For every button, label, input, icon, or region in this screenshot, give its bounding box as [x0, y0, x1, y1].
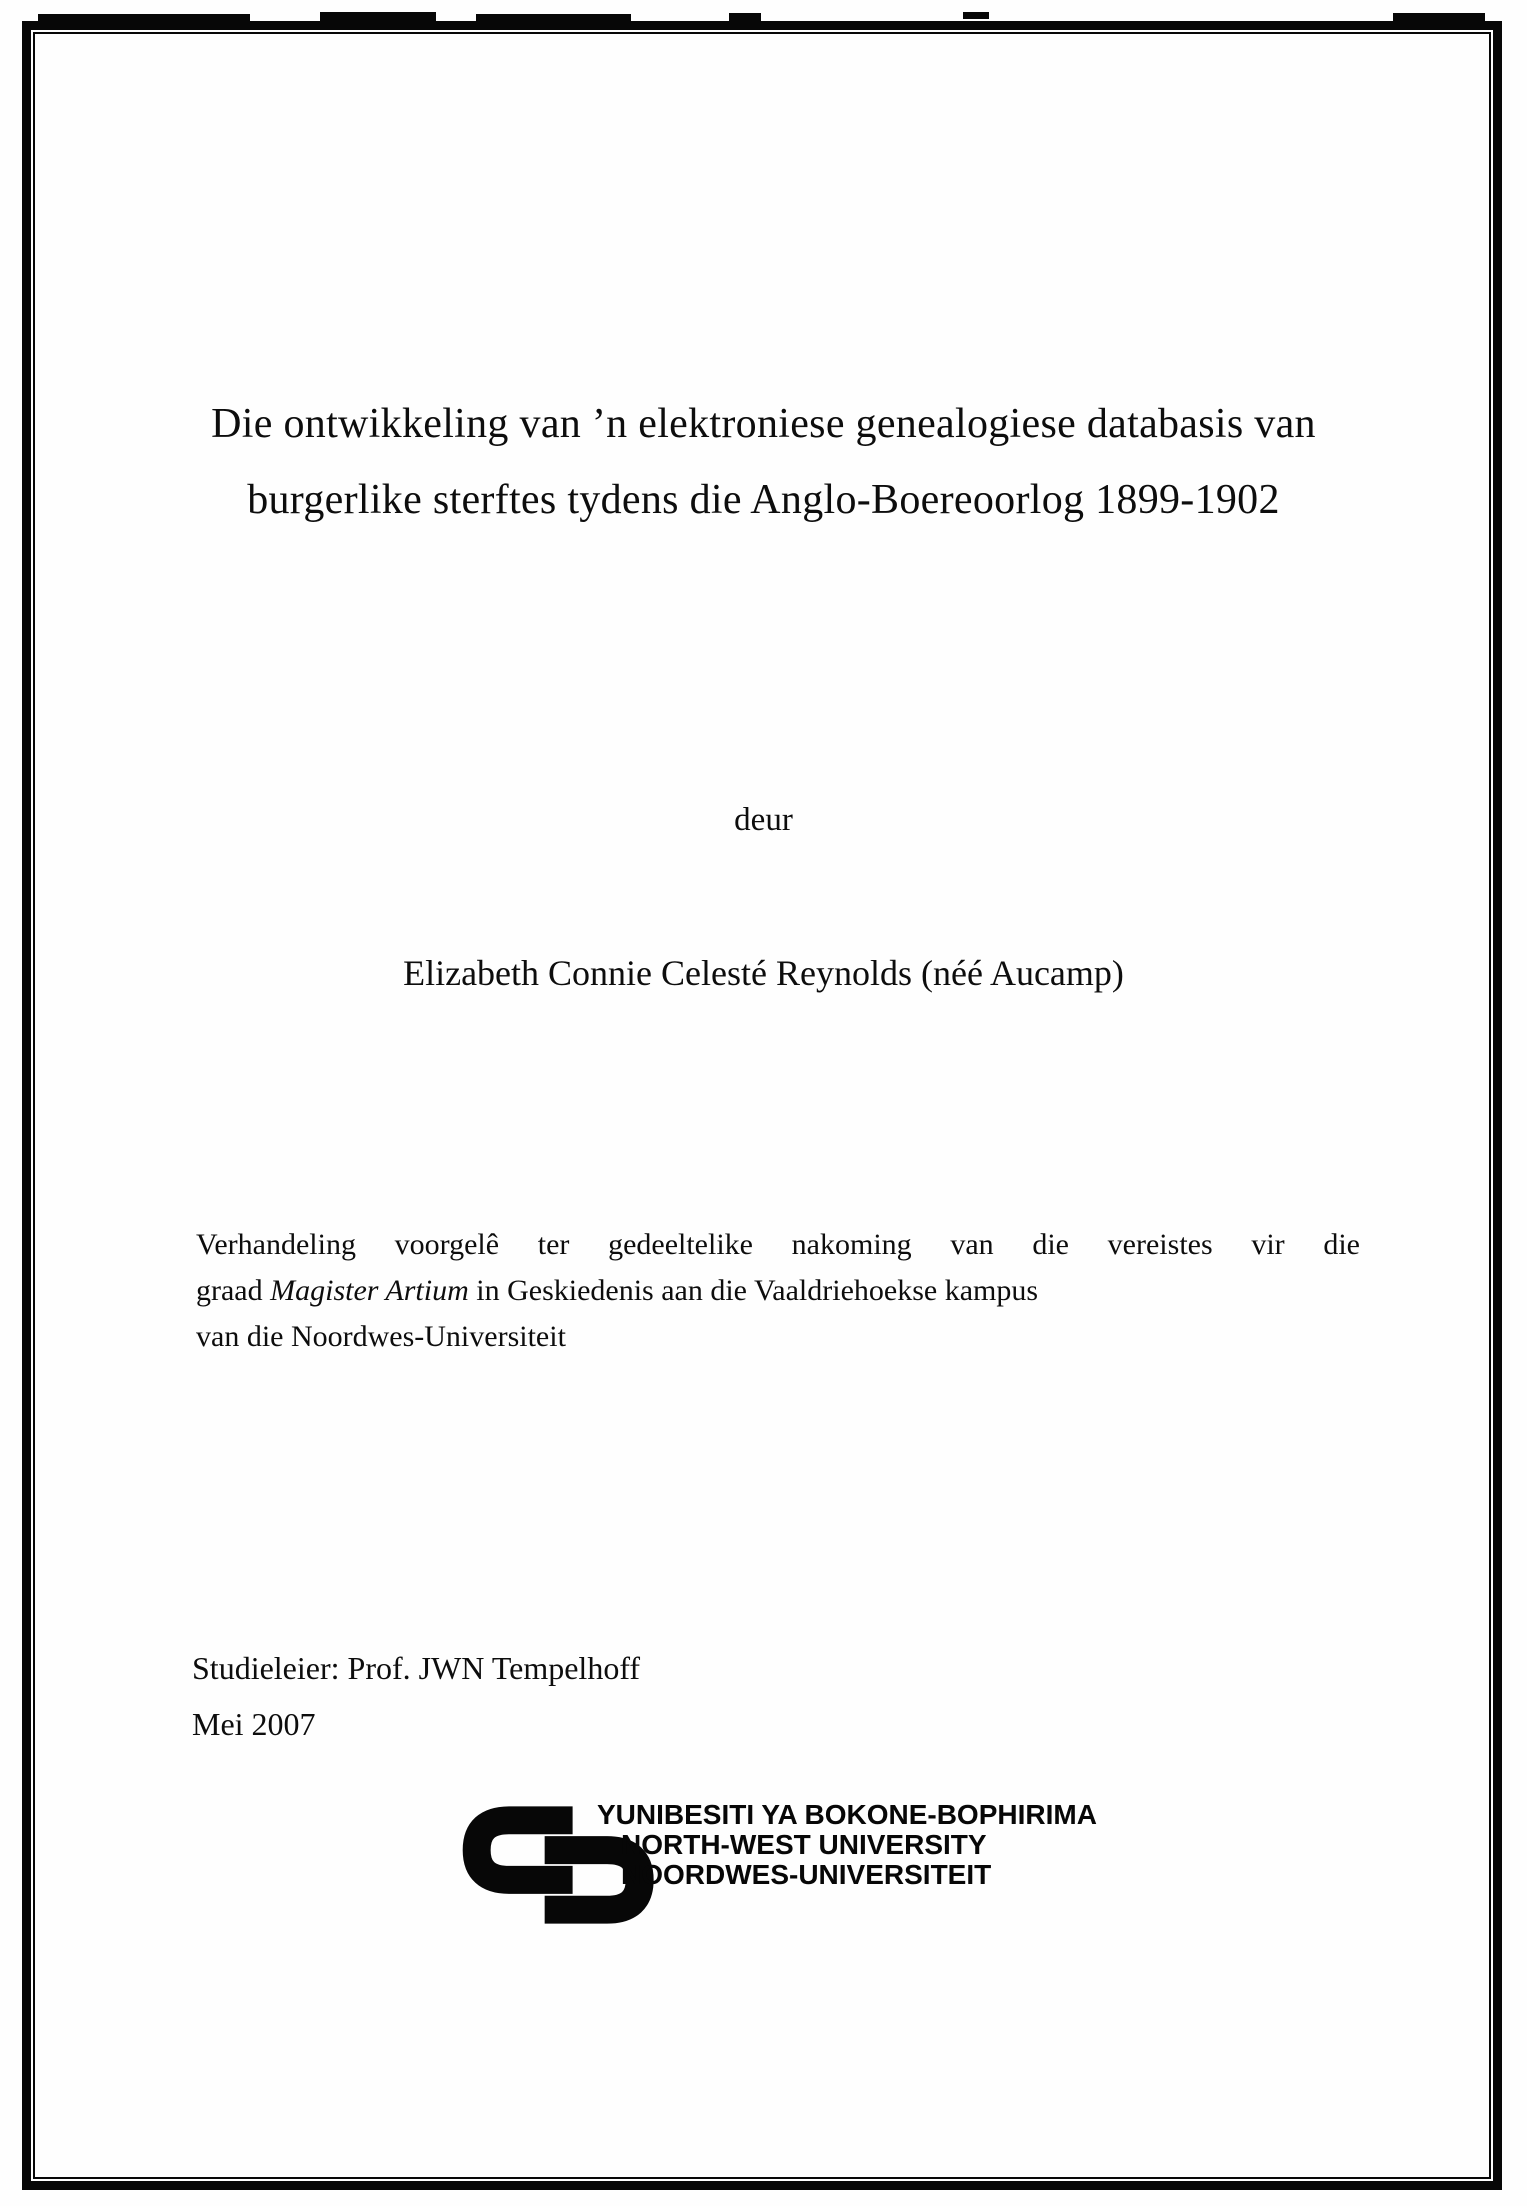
scan-artifact [476, 14, 631, 22]
degree-statement-line-1: Verhandeling voorgelê ter gedeeltelike nakoming van die vereistes vir die [196, 1228, 1360, 1261]
byline-label: deur [734, 802, 793, 838]
degree-statement [196, 1222, 1360, 1360]
author-name: Elizabeth Connie Celesté Reynolds (néé Aucamp) [403, 953, 1124, 993]
degree-statement-line-2-post: in Geskiedenis aan die Vaaldriehoekse kampus [468, 1274, 1039, 1307]
degree-statement-line-2-pre: graad [196, 1274, 271, 1307]
scan-artifact [729, 13, 761, 21]
degree-statement-line-2 [196, 1268, 1360, 1314]
logo-text-setswana: YUNIBESITI YA BOKONE-BOPHIRIMA [597, 1799, 1097, 1830]
degree-statement-line-3: van die Noordwes-Universiteit [196, 1320, 566, 1353]
scan-artifact [38, 14, 250, 22]
university-logo-text [597, 1800, 1097, 1890]
thesis-title-line-1: Die ontwikkeling van ’n elektroniese genealogiese databasis van [211, 401, 1316, 447]
logo-text-afrikaans: NOORDWES-UNIVERSITEIT [621, 1859, 992, 1890]
scan-artifact [1393, 13, 1485, 21]
logo-text-english: NORTH-WEST UNIVERSITY [621, 1829, 987, 1860]
date-line: Mei 2007 [192, 1706, 316, 1742]
supervisor-block [192, 1640, 640, 1752]
degree-name: Magister Artium [270, 1274, 469, 1307]
supervisor-line: Studieleier: Prof. JWN Tempelhoff [192, 1650, 641, 1686]
thesis-title-line-2: burgerlike sterftes tydens die Anglo-Boereoorlog 1899-1902 [247, 477, 1280, 523]
scan-artifact [320, 12, 436, 21]
scan-artifact [963, 12, 989, 19]
